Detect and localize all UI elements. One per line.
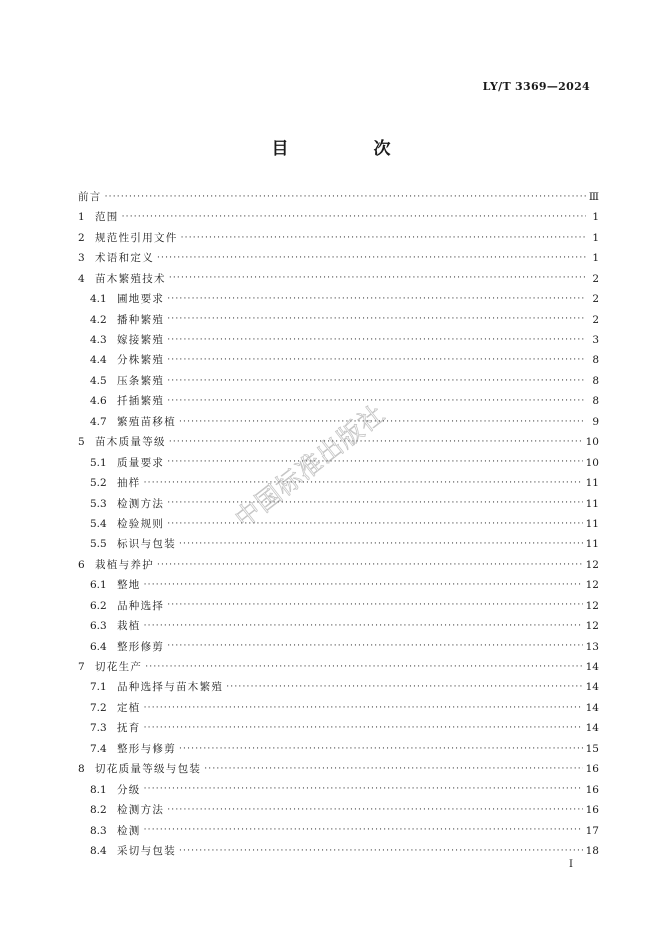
toc-dot-leader [179,418,586,427]
toc-dot-leader [167,806,582,815]
toc-entry-page: 1 [592,252,599,265]
toc-dot-leader [167,336,586,345]
toc-entry-title: 压条繁殖 [117,374,165,387]
toc-entry[interactable] [78,555,599,575]
toc-entry-page: 11 [585,517,599,530]
toc-entry-page: 12 [585,579,599,592]
watermark-text: 中国标准出版社 [229,398,391,534]
toc-entry[interactable] [78,759,599,779]
toc-dot-leader [145,663,582,672]
toc-entry-number: 3 [78,252,85,265]
toc-entry-page: 2 [592,272,599,285]
toc-entry[interactable] [78,473,599,493]
toc-dot-leader [226,683,582,692]
toc-entry-page: 2 [592,313,599,326]
toc-dot-leader [105,193,586,202]
toc-entry[interactable] [78,514,599,534]
toc-entry-number: 7.4 [90,742,107,755]
toc-entry-number: 5 [78,436,85,449]
toc-entry-number: 8.2 [90,804,107,817]
toc-entry-title: 检测方法 [117,497,165,510]
toc-entry-number: 4.6 [90,395,107,408]
toc-entry-page: 16 [585,804,599,817]
toc-entry[interactable] [78,800,599,820]
toc-entry-number: 7.3 [90,722,107,735]
toc-dot-leader [179,540,583,549]
toc-entry-number: 6.1 [90,579,107,592]
toc-entry-number: 7 [78,661,85,674]
toc-dot-leader [144,704,583,713]
toc-entry-title: 分株繁殖 [117,354,165,367]
toc-dot-leader [122,213,586,222]
toc-entry-title: 规范性引用文件 [95,231,178,244]
toc-entry[interactable] [78,575,599,595]
toc-entry-title: 切花质量等级与包装 [95,763,202,776]
toc-entry-number: 5.4 [90,517,107,530]
toc-entry[interactable] [78,637,599,657]
toc-entry-page: 14 [585,701,599,714]
toc-dot-leader [181,234,586,243]
toc-entry-title: 抚育 [117,722,141,735]
toc-entry-number: 1 [78,211,85,224]
toc-entry-page: 14 [585,661,599,674]
toc-entry-title: 分级 [117,783,141,796]
toc-dot-leader [157,561,583,570]
toc-entry[interactable] [78,657,599,677]
toc-entry-title: 前言 [78,190,102,203]
page-title: 目 次 [271,139,425,159]
toc-entry-number: 5.5 [90,538,107,551]
toc-dot-leader [144,622,583,631]
toc-entry[interactable] [78,780,599,800]
toc-dot-leader [167,458,582,467]
toc-entry-title: 品种选择 [117,599,165,612]
toc-entry[interactable] [78,453,599,473]
toc-entry-number: 4 [78,272,85,285]
toc-entry-title: 繁殖苗移植 [117,415,176,428]
toc-entry-page: 18 [585,844,599,857]
toc-dot-leader [167,397,586,406]
toc-entry[interactable] [78,494,599,514]
toc-entry-title: 圃地要求 [117,293,165,306]
toc-dot-leader [167,601,582,610]
toc-entry-page: 1 [592,231,599,244]
toc-entry-page: 11 [585,477,599,490]
toc-entry-title: 栽植 [117,620,141,633]
toc-entry-number: 8 [78,763,85,776]
toc-entry-page: 14 [585,722,599,735]
toc-entry-page: 8 [592,395,599,408]
toc-entry-number: 8.1 [90,783,107,796]
toc-entry[interactable] [78,698,599,718]
toc-entry-title: 术语和定义 [95,252,154,265]
standard-code: LY/T 3369—2024 [482,80,590,93]
toc-entry-title: 栽植与养护 [95,558,154,571]
toc-entry-number: 8.3 [90,824,107,837]
toc-entry[interactable] [78,228,599,248]
toc-entry[interactable] [78,289,599,309]
toc-entry-title: 采切与包装 [117,844,176,857]
toc-dot-leader [167,377,586,386]
toc-entry[interactable] [78,616,599,636]
toc-entry-page: 12 [585,599,599,612]
toc-entry-page: 2 [592,293,599,306]
toc-entry-page: 11 [585,538,599,551]
toc-entry-page: 12 [585,620,599,633]
toc-dot-leader [144,785,583,794]
toc-entry-title: 整地 [117,579,141,592]
toc-entry-title: 检测方法 [117,804,165,817]
toc-dot-leader [167,520,582,529]
toc-dot-leader [144,724,583,733]
toc-entry-number: 4.7 [90,415,107,428]
toc-entry-page: Ⅲ [588,190,599,203]
toc-entry-page: 9 [592,415,599,428]
toc-entry-page: 11 [585,497,599,510]
toc-entry-title: 检验规则 [117,517,165,530]
toc-entry[interactable] [78,371,599,391]
toc-entry-number: 4.2 [90,313,107,326]
toc-entry-title: 整形与修剪 [117,742,176,755]
toc-entry-page: 13 [585,640,599,653]
table-of-contents [78,187,599,861]
toc-entry-page: 3 [592,334,599,347]
toc-entry-title: 苗木繁殖技术 [95,272,166,285]
toc-entry[interactable] [78,432,599,452]
toc-entry[interactable] [78,596,599,616]
toc-entry-title: 检测 [117,824,141,837]
toc-dot-leader [144,581,583,590]
toc-entry-number: 5.1 [90,456,107,469]
toc-entry-number: 4.1 [90,293,107,306]
toc-entry-title: 质量要求 [117,456,165,469]
toc-entry-number: 4.5 [90,374,107,387]
toc-dot-leader [167,356,586,365]
toc-entry-page: 15 [585,742,599,755]
toc-entry-number: 7.2 [90,701,107,714]
toc-dot-leader [179,745,583,754]
toc-entry[interactable] [78,248,599,268]
toc-dot-leader [144,826,583,835]
toc-entry[interactable] [78,330,599,350]
toc-entry[interactable] [78,678,599,698]
toc-dot-leader [179,847,583,856]
toc-entry-number: 6.3 [90,620,107,633]
toc-entry-title: 整形修剪 [117,640,165,653]
toc-entry[interactable] [78,207,599,227]
toc-dot-leader [167,642,582,651]
toc-entry[interactable] [78,187,599,207]
toc-entry-page: 8 [592,354,599,367]
toc-dot-leader [204,765,582,774]
toc-entry-number: 8.4 [90,844,107,857]
toc-entry[interactable] [78,269,599,289]
page-number: I [569,859,573,870]
toc-entry-number: 5.3 [90,497,107,510]
toc-entry-title: 抽样 [117,477,141,490]
toc-entry-title: 嫁接繁殖 [117,334,165,347]
toc-entry[interactable] [78,351,599,371]
toc-entry-page: 14 [585,681,599,694]
toc-dot-leader [157,254,586,263]
toc-entry-number: 4.3 [90,334,107,347]
toc-entry-title: 品种选择与苗木繁殖 [117,681,224,694]
toc-entry-number: 4.4 [90,354,107,367]
toc-entry-page: 8 [592,374,599,387]
toc-entry-number: 6 [78,558,85,571]
toc-entry[interactable] [78,718,599,738]
toc-dot-leader [144,479,583,488]
toc-entry-number: 2 [78,231,85,244]
toc-entry-page: 12 [585,558,599,571]
toc-entry-title: 定植 [117,701,141,714]
toc-entry-page: 10 [585,436,599,449]
toc-entry-page: 17 [585,824,599,837]
toc-entry-number: 5.2 [90,477,107,490]
toc-entry[interactable] [78,412,599,432]
toc-dot-leader [169,274,586,283]
toc-entry-title: 切花生产 [95,661,143,674]
toc-dot-leader [169,438,583,447]
toc-entry-title: 苗木质量等级 [95,436,166,449]
toc-entry[interactable] [78,391,599,411]
toc-entry[interactable] [78,821,599,841]
toc-entry-title: 范围 [95,211,119,224]
toc-entry-title: 播种繁殖 [117,313,165,326]
toc-entry-number: 6.2 [90,599,107,612]
toc-entry-number: 6.4 [90,640,107,653]
toc-entry[interactable] [78,534,599,554]
toc-entry-page: 16 [585,763,599,776]
toc-entry[interactable] [78,841,599,861]
toc-dot-leader [167,295,586,304]
toc-entry-page: 10 [585,456,599,469]
toc-dot-leader [167,315,586,324]
toc-entry[interactable] [78,739,599,759]
toc-entry-title: 扦插繁殖 [117,395,165,408]
toc-dot-leader [167,499,582,508]
toc-entry[interactable] [78,310,599,330]
toc-entry-number: 7.1 [90,681,107,694]
toc-entry-title: 标识与包装 [117,538,176,551]
toc-entry-page: 16 [585,783,599,796]
toc-entry-page: 1 [592,211,599,224]
